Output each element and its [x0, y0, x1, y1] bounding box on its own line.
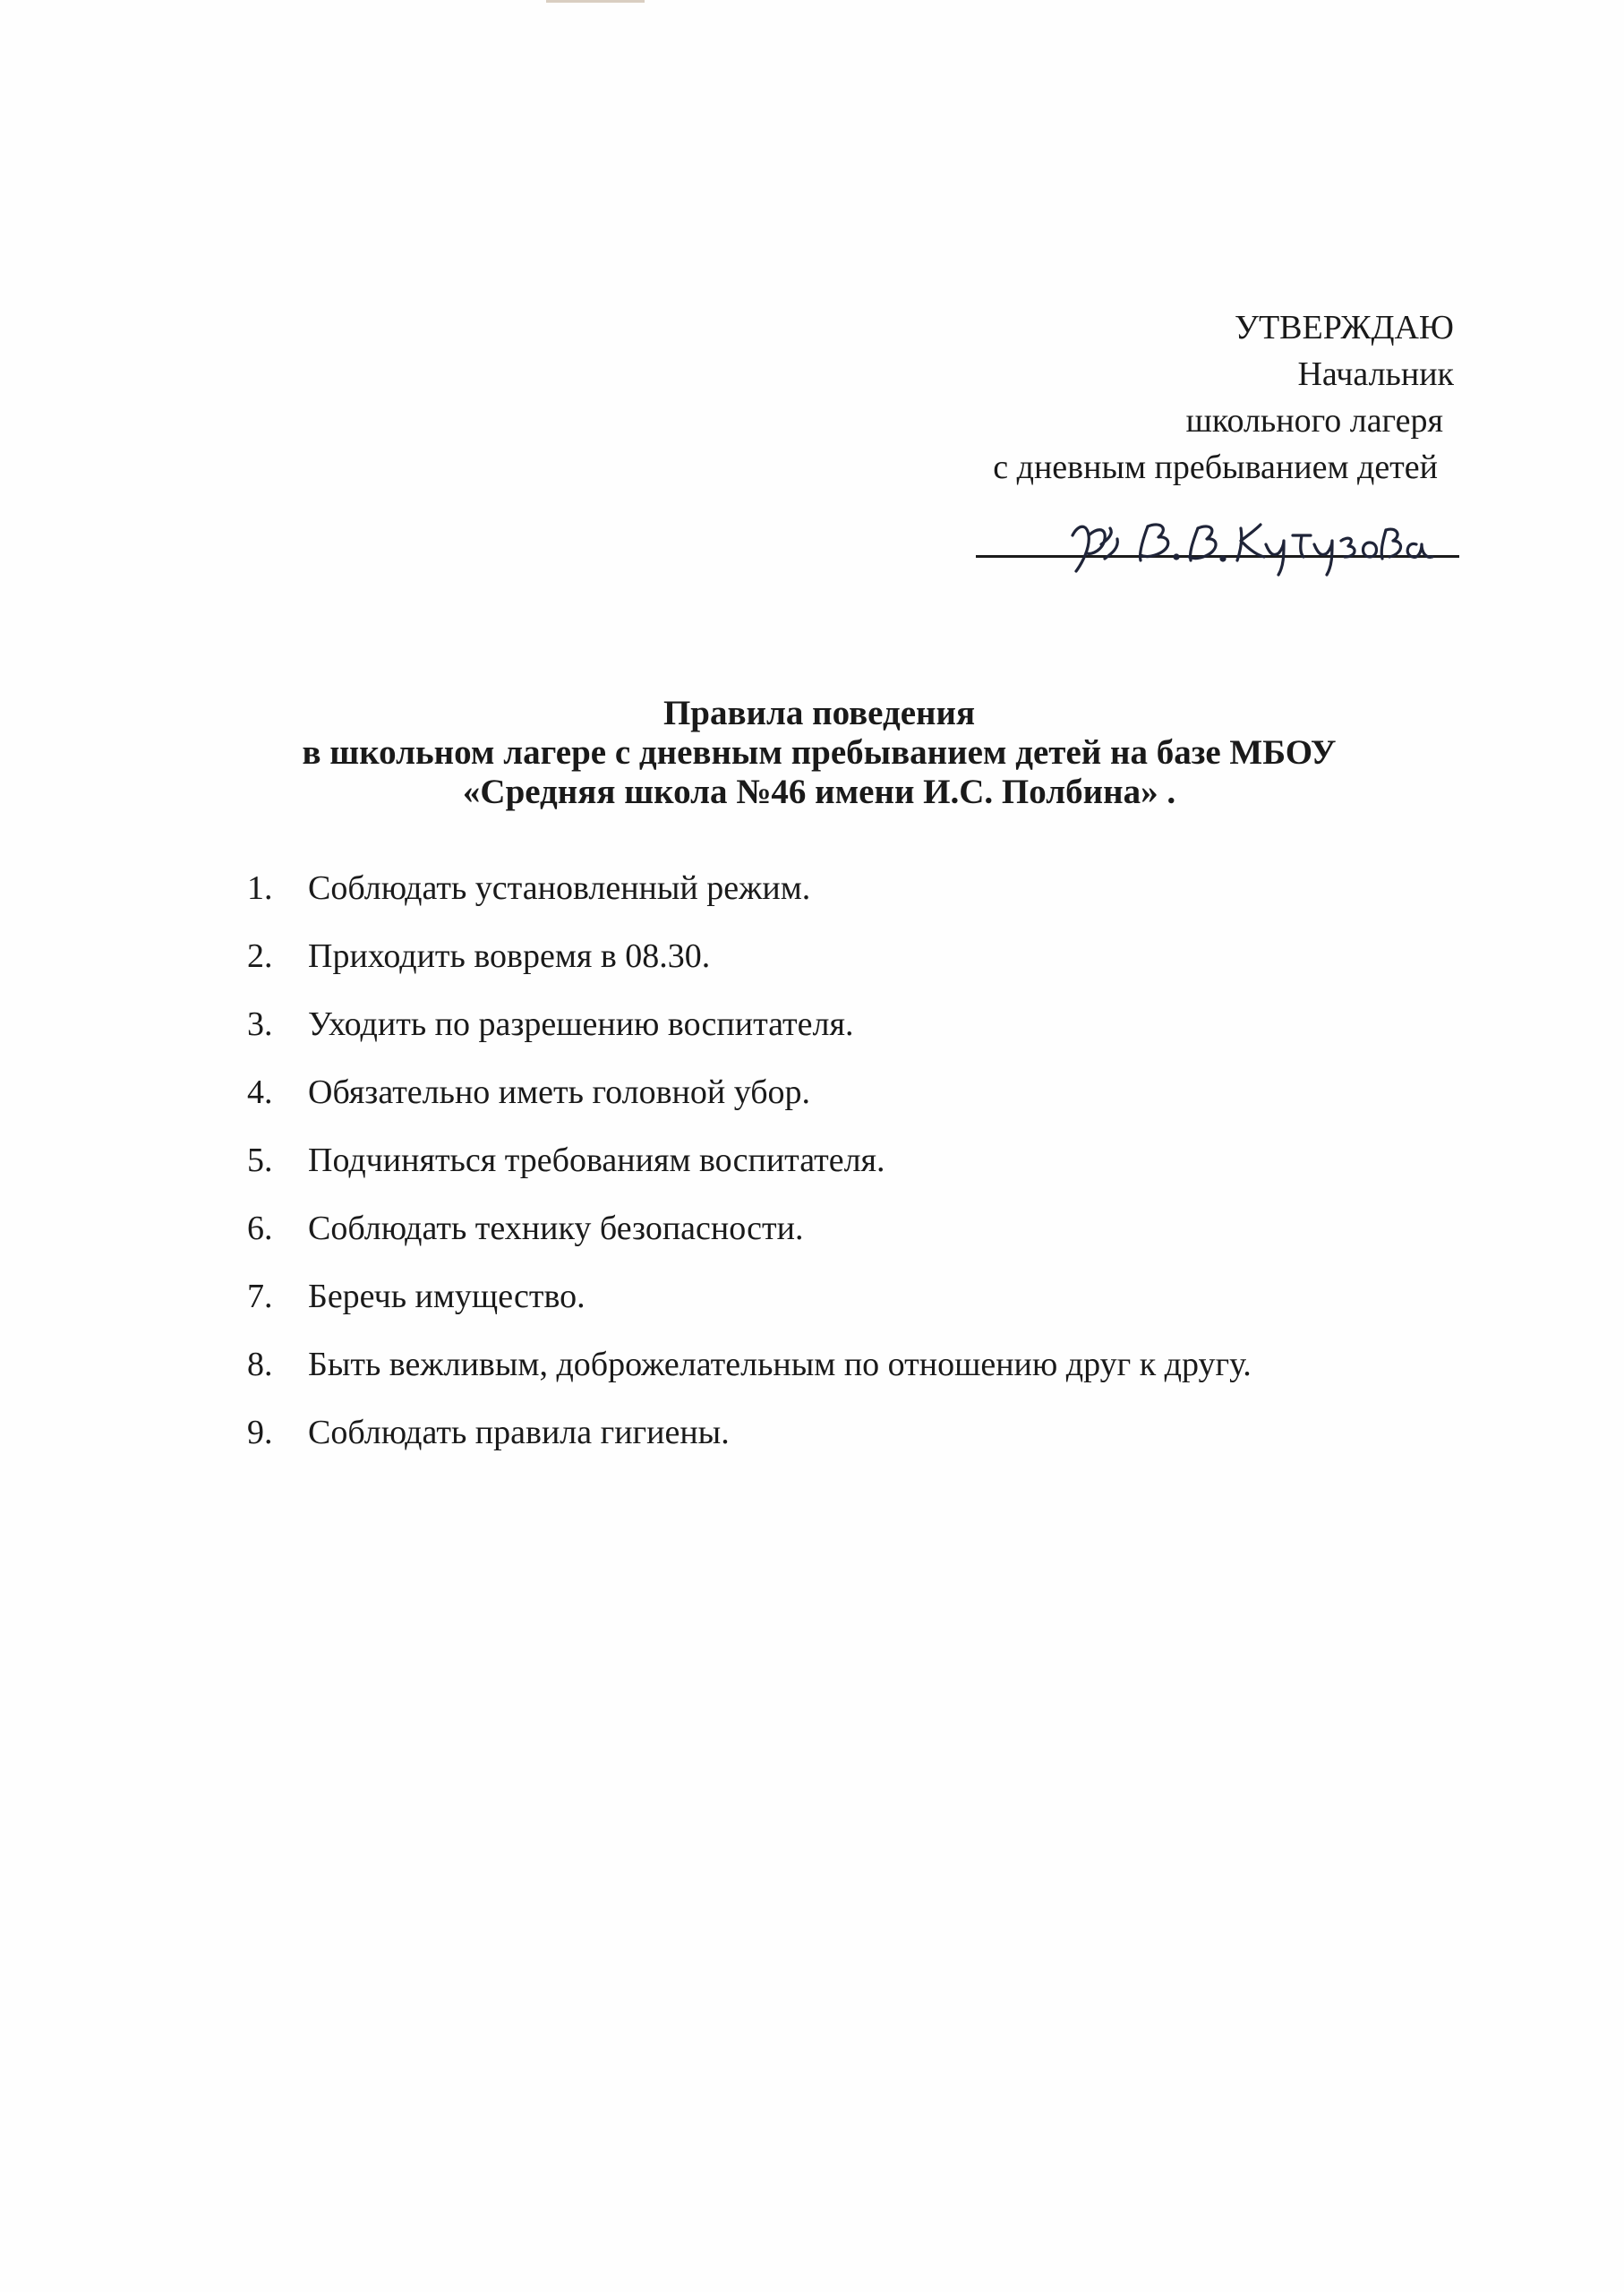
- approval-heading: УТВЕРЖДАЮ: [1235, 309, 1454, 346]
- rule-text: Беречь имущество.: [308, 1278, 585, 1315]
- title-line-3: «Средняя школа №46 имени И.С. Полбина» .: [462, 773, 1176, 811]
- rule-number: 5.: [247, 1142, 273, 1179]
- rule-text: Уходить по разрешению воспитателя.: [308, 1005, 854, 1043]
- rules-list: [247, 868, 1483, 1481]
- approval-organization: школьного лагеря: [1185, 402, 1443, 440]
- rule-item: [247, 1141, 1483, 1209]
- rule-number: 3.: [247, 1005, 273, 1043]
- rule-item: [247, 1005, 1483, 1073]
- rule-text: Соблюдать технику безопасности.: [308, 1210, 804, 1247]
- rule-text: Подчиняться требованиям воспитателя.: [308, 1142, 885, 1179]
- signature-block: [976, 510, 1459, 582]
- rule-number: 4.: [247, 1073, 273, 1111]
- title-line-1: Правила поведения: [662, 694, 976, 732]
- rule-number: 7.: [247, 1278, 273, 1315]
- document-title: [179, 694, 1459, 812]
- handwritten-signature: [1065, 509, 1441, 578]
- rule-item: [247, 868, 1483, 936]
- rule-item: [247, 1209, 1483, 1277]
- rule-item: [247, 1073, 1483, 1141]
- approval-position: Начальник: [1297, 355, 1454, 393]
- approval-block: [827, 304, 1454, 491]
- rule-item: [247, 1345, 1483, 1413]
- rule-text: Соблюдать правила гигиены.: [308, 1414, 730, 1451]
- rule-text: Обязательно иметь головной убор.: [308, 1073, 811, 1111]
- rule-number: 2.: [247, 937, 273, 975]
- rule-text: Соблюдать установленный режим.: [308, 869, 811, 907]
- title-line-2: в школьном лагере с дневным пребыванием детей на базе МБОУ: [302, 733, 1337, 772]
- rule-number: 6.: [247, 1210, 273, 1247]
- approval-organization-detail: с дневным пребыванием детей: [993, 449, 1438, 486]
- rule-item: [247, 1413, 1483, 1481]
- rule-item: [247, 1277, 1483, 1345]
- rule-text: Приходить вовремя в 08.30.: [308, 937, 711, 975]
- scan-mark: [546, 0, 645, 3]
- rule-number: 9.: [247, 1414, 273, 1451]
- rule-number: 8.: [247, 1346, 273, 1383]
- rule-text: Быть вежливым, доброжелательным по отношению друг к другу.: [308, 1346, 1252, 1383]
- rule-item: [247, 936, 1483, 1005]
- rule-number: 1.: [247, 869, 273, 907]
